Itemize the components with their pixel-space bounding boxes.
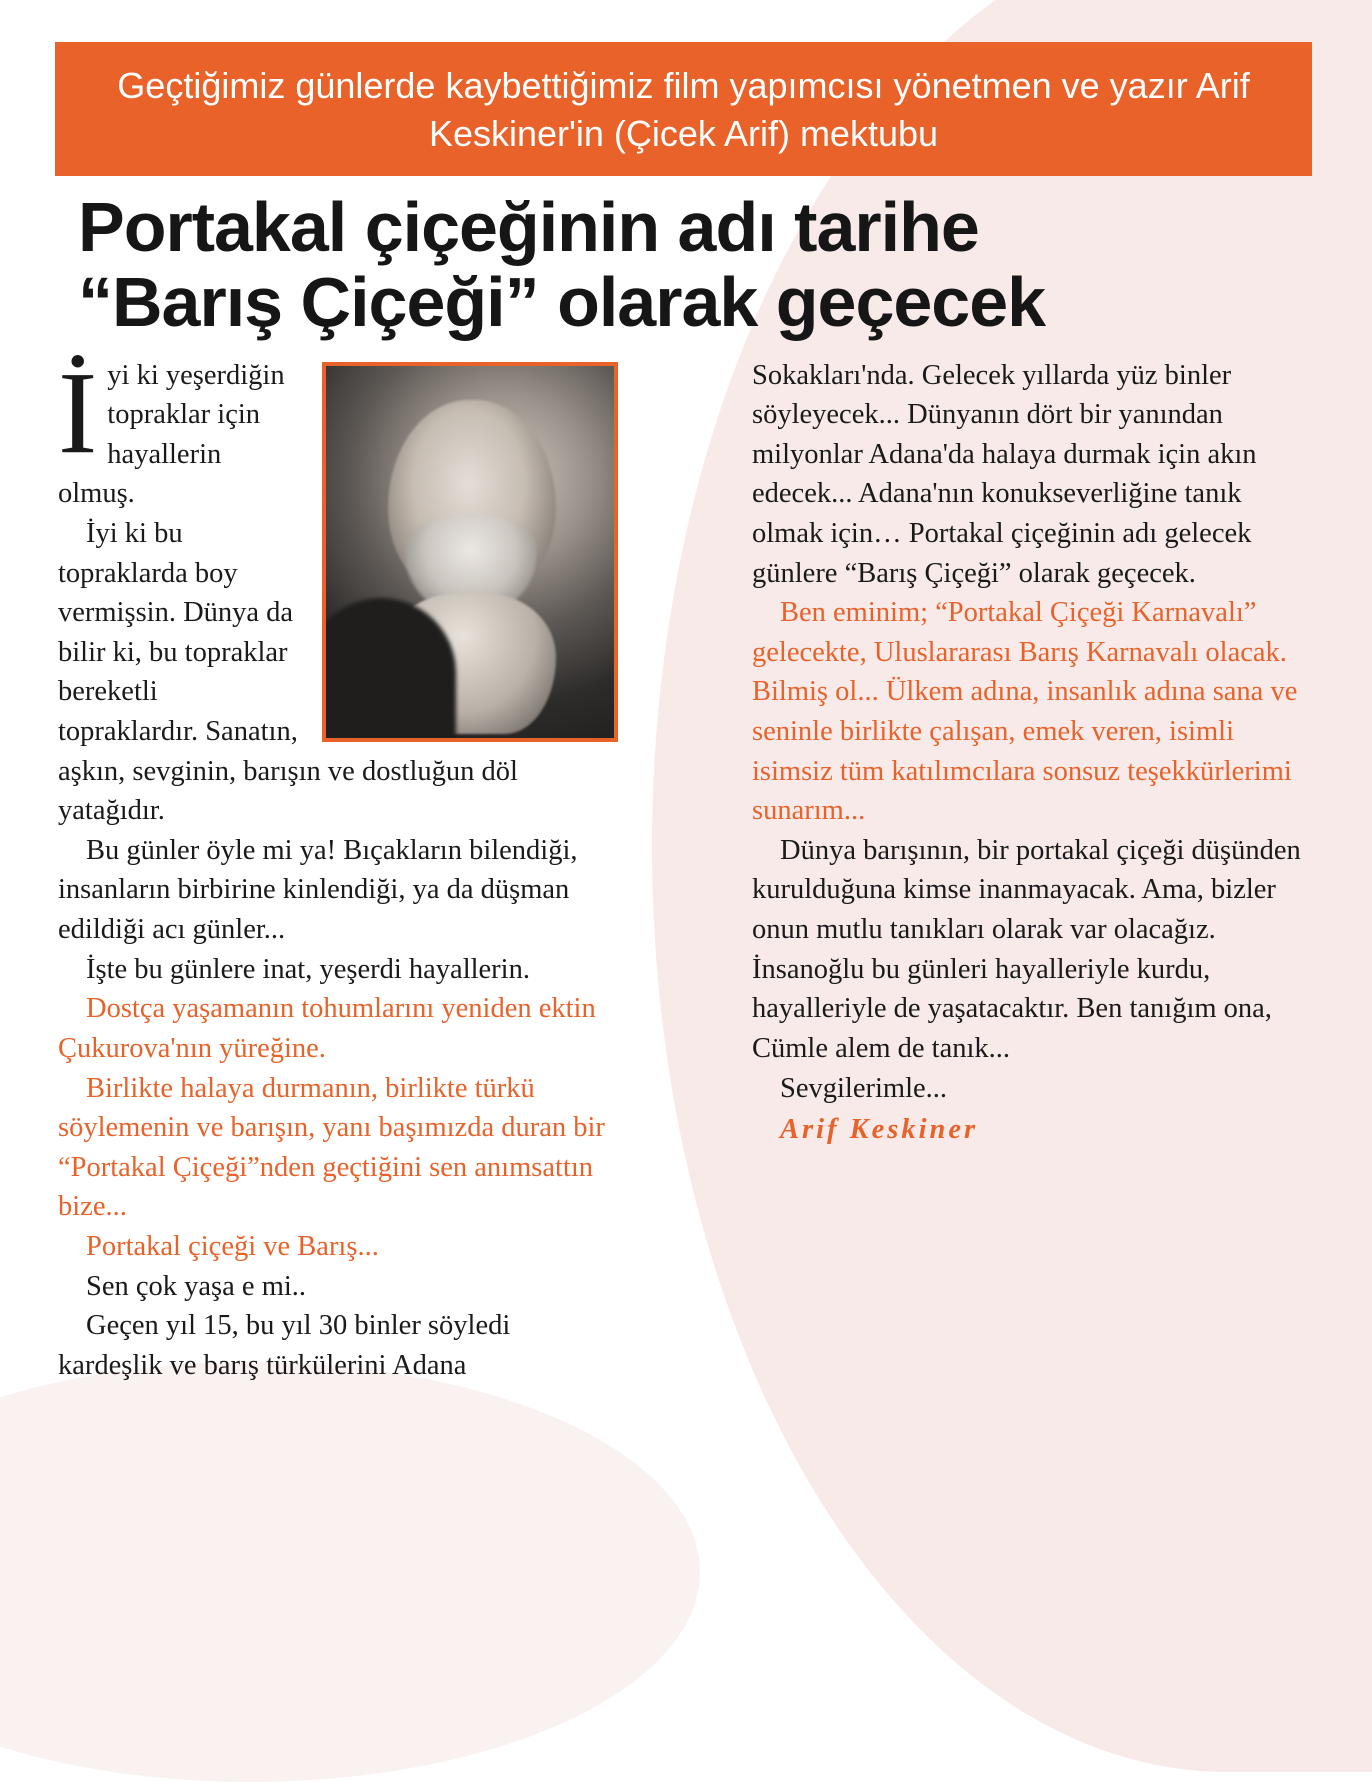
paragraph: Sevgilerimle... xyxy=(780,1072,948,1104)
article-column-left xyxy=(58,346,618,1386)
paragraph: Ben eminim; “Portakal Çiçeği Karnavalı” gelecekte, Uluslararası Barış Karnavalı olacak. Bilmiş ol... Ülkem adına, insanlık adına sana ve seninle birlikte çalışan, emek veren, isimli isimsiz tüm katılımcılara sonsuz teşekkürlerimi sunarım... xyxy=(752,597,1298,827)
paragraph: Bu günler öyle mi ya! Bıçakların bilendiği, insanların birbirine kinlendiği, ya da düşman edildiği acı günler... xyxy=(58,834,578,946)
headline-line-2: “Barış Çiçeği” olarak geçecek xyxy=(78,262,1046,341)
article-page xyxy=(0,42,1372,1385)
page-title xyxy=(78,187,1322,341)
paragraph xyxy=(58,346,618,514)
paragraph: Dünya barışının, bir portakal çiçeği düşünden kurulduğuna kimse inanmayacak. Ama, bizler onun mutlu tanıkları olarak var olacağız. İnsanoğlu bu günleri hayalleriyle kurdu, hayalleriyle de yaşatacaktır. Ben tanığım ona, Cümle alem de tanık... xyxy=(752,834,1301,1064)
paragraph: Sokakları'nda. Gelecek yıllarda yüz binler söyleyecek... Dünyanın dört bir yanından milyonlar Adana'da halaya durmak için akın edecek... Adana'nın konukseverliğine tanık olmak için… Portakal çiçeğinin adı gelecek günlere “Barış Çiçeği” olarak geçecek. xyxy=(752,359,1257,589)
paragraph: Portakal çiçeği ve Barış... xyxy=(86,1230,379,1262)
decorative-background-shape-secondary xyxy=(0,1362,700,1782)
paragraph: İyi ki bu topraklarda boy vermişsin. Dünya da bilir ki, bu topraklar bereketli topraklardır. Sanatın, aşkın, sevginin, barışın ve dostluğun döl yatağıdır. xyxy=(58,517,518,827)
author-signature: Arif Keskiner xyxy=(780,1114,979,1146)
article-kicker: Geçtiğimiz günlerde kaybettiğimiz film yapımcısı yönetmen ve yazır Arif Keskiner'in (Çicek Arif) mektubu xyxy=(55,42,1312,176)
paragraph: İşte bu günlere inat, yeşerdi hayallerin. xyxy=(86,953,530,985)
article-body xyxy=(58,346,1312,1386)
paragraph-text: yi ki yeşerdiğin topraklar için hayallerin olmuş. xyxy=(58,359,285,510)
paragraph: Birlikte halaya durmanın, birlikte türkü söylemenin ve barışın, yanı başımızda duran bir “Portakal Çiçeği”nden geçtiğini sen anımsattın bize... xyxy=(58,1072,605,1223)
headline-line-1: Portakal çiçeğinin adı tarihe xyxy=(78,187,979,266)
article-column-right xyxy=(752,356,1312,1150)
drop-cap: İ xyxy=(58,346,98,478)
paragraph: Dostça yaşamanın tohumlarını yeniden ektin Çukurova'nın yüreğine. xyxy=(58,993,596,1064)
paragraph: Geçen yıl 15, bu yıl 30 binler söyledi kardeşlik ve barış türkülerini Adana xyxy=(58,1310,511,1381)
paragraph: Sen çok yaşa e mi.. xyxy=(86,1270,307,1302)
